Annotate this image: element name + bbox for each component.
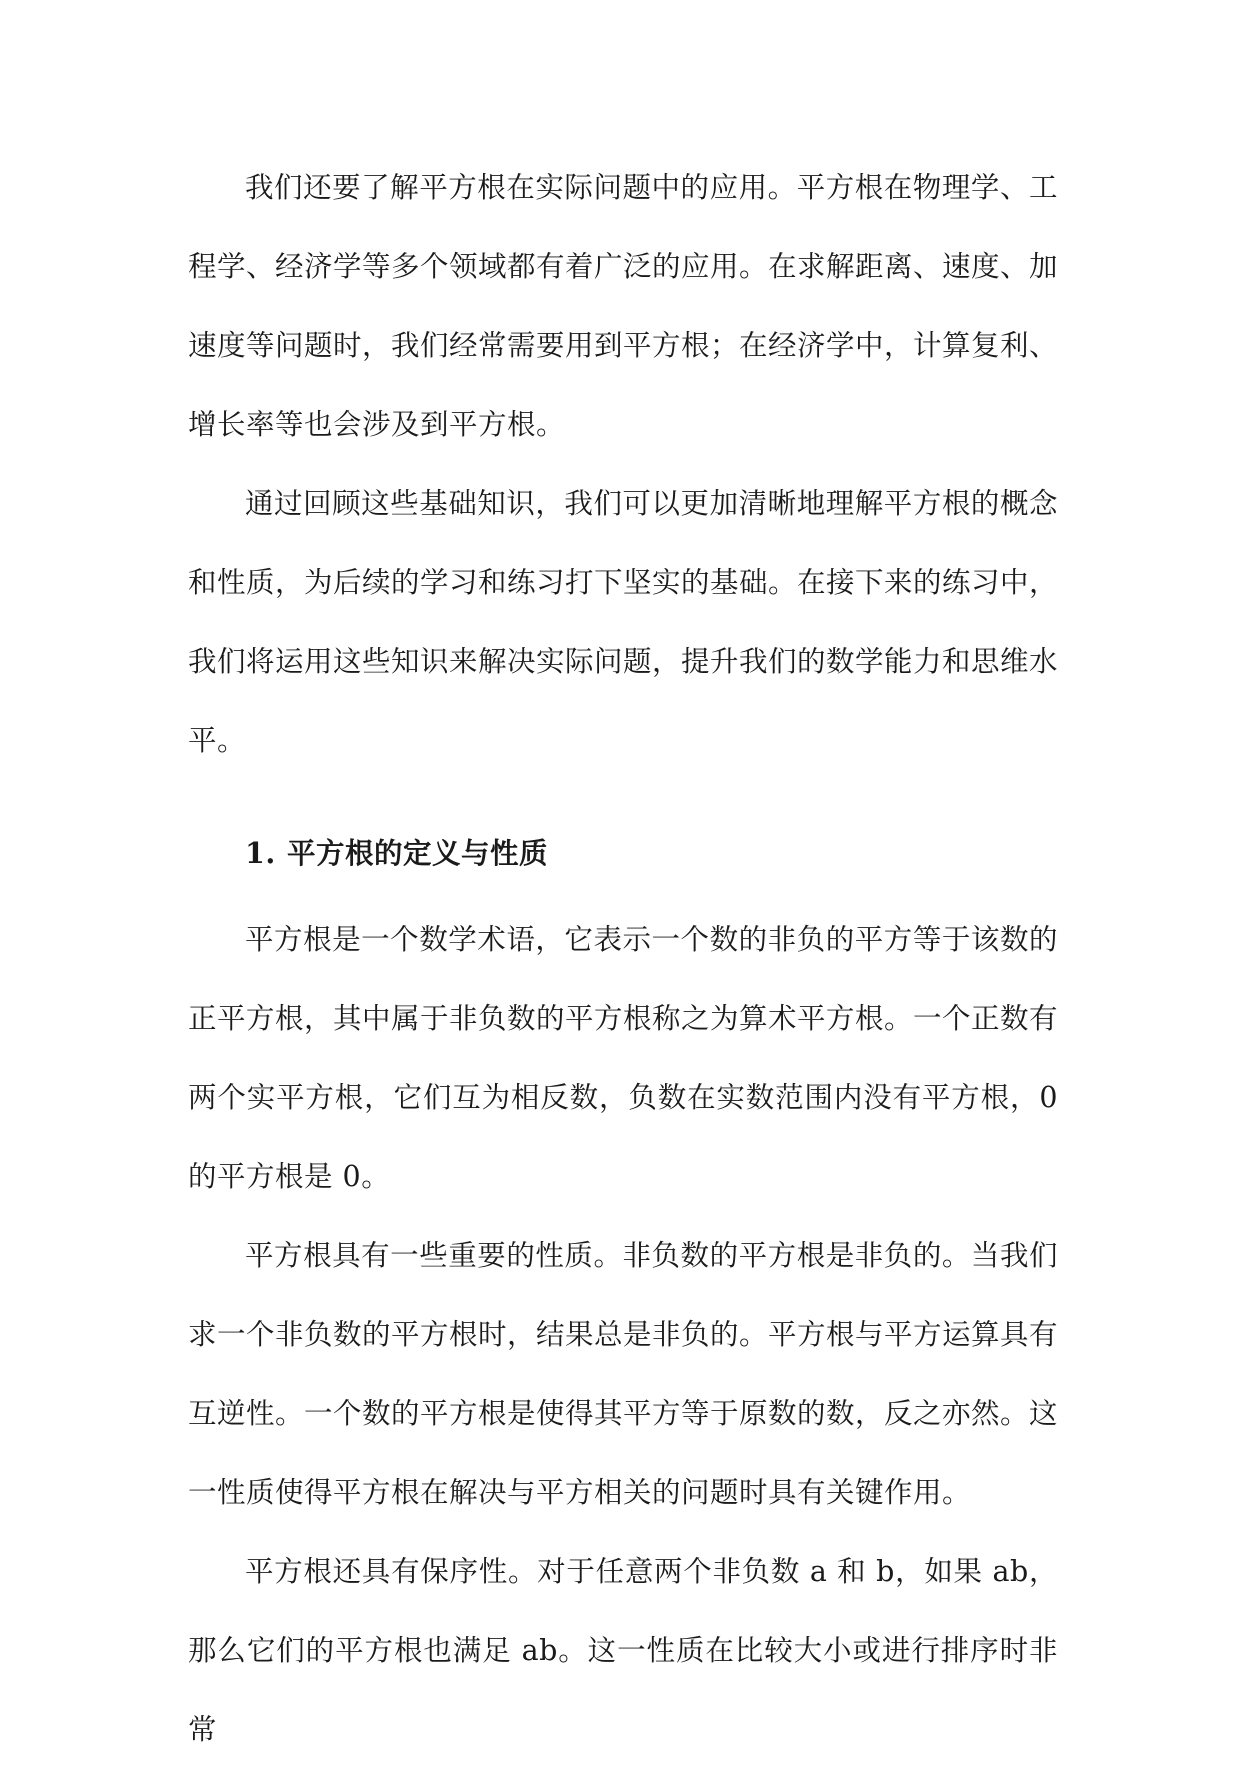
section-title: 平方根的定义与性质 — [287, 836, 549, 870]
paragraph: 平方根还具有保序性。对于任意两个非负数 a 和 b，如果 ab，那么它们的平方根也满足 ab。这一性质在比较大小或进行排序时非常 — [188, 1555, 1058, 1746]
paragraph: 我们还要了解平方根在实际问题中的应用。平方根在物理学、工程学、经济学等多个领域都有着广泛的应用。在求解距离、速度、加速度等问题时，我们经常需要用到平方根；在经济学中，计算复利、增长率等也会涉及到平方根。 — [188, 171, 1059, 441]
document-page — [188, 148, 1058, 1769]
section-heading — [188, 814, 1058, 893]
paragraph: 平方根具有一些重要的性质。非负数的平方根是非负的。当我们求一个非负数的平方根时，结果总是非负的。平方根与平方运算具有互逆性。一个数的平方根是使得其平方等于原数的数，反之亦然。这一性质使得平方根在解决与平方相关的问题时具有关键作用。 — [188, 1239, 1059, 1509]
paragraph: 平方根是一个数学术语，它表示一个数的非负的平方等于该数的正平方根，其中属于非负数的平方根称之为算术平方根。一个正数有两个实平方根，它们互为相反数，负数在实数范围内没有平方根，0的平方根是 0。 — [188, 923, 1059, 1193]
section-number: 1. — [245, 836, 276, 870]
paragraph: 通过回顾这些基础知识，我们可以更加清晰地理解平方根的概念和性质，为后续的学习和练习打下坚实的基础。在接下来的练习中，我们将运用这些知识来解决实际问题，提升我们的数学能力和思维水平。 — [188, 487, 1059, 757]
